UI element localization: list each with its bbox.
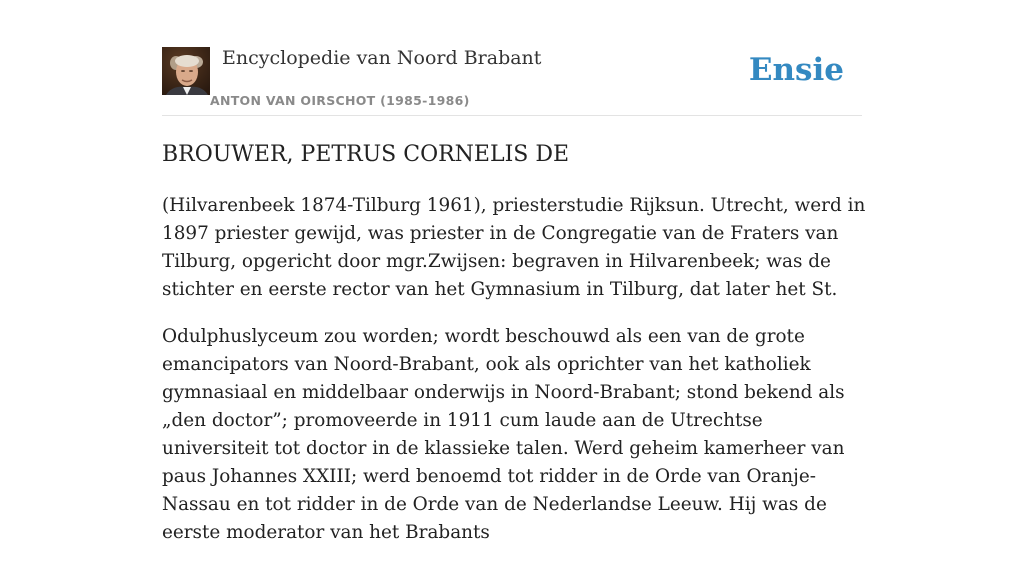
article-paragraph: (Hilvarenbeek 1874-Tilburg 1961), priesterstudie Rijksun. Utrecht, werd in 1897 priester gewijd, was priester in de Congregatie van de Fraters van Tilburg, opgericht door mgr.Zwijsen: begraven in Hilvarenbeek; was de stichter en eerste rector van het Gymnasium in Tilburg, dat later het St. xyxy=(162,195,866,300)
source-header xyxy=(162,46,862,116)
article-title: BROUWER, PETRUS CORNELIS DE xyxy=(162,142,570,167)
source-title[interactable]: Encyclopedie van Noord Brabant xyxy=(222,47,542,69)
author-name[interactable]: ANTON VAN OIRSCHOT (1985-1986) xyxy=(210,93,470,108)
author-portrait-icon xyxy=(162,47,210,95)
ensie-logo[interactable]: Ensie xyxy=(748,52,844,88)
article-body xyxy=(162,192,868,566)
author-avatar[interactable] xyxy=(162,47,210,95)
article-paragraph: Odulphuslyceum zou worden; wordt beschouwd als een van de grote emancipators van Noord-Brabant, ook als oprichter van het katholiek gymnasiaal en middelbaar onderwijs in Noord-Brabant; stond bekend als „den doctor”; promoveerde in 1911 cum laude aan de Utrechtse universiteit tot doctor in de klassieke talen. Werd geheim kamerheer van paus Johannes XXIII; werd benoemd tot ridder in de Orde van Oranje-Nassau en tot ridder in de Orde van de Nederlandse Leeuw. Hij was de eerste moderator van het Brabants xyxy=(162,326,845,543)
